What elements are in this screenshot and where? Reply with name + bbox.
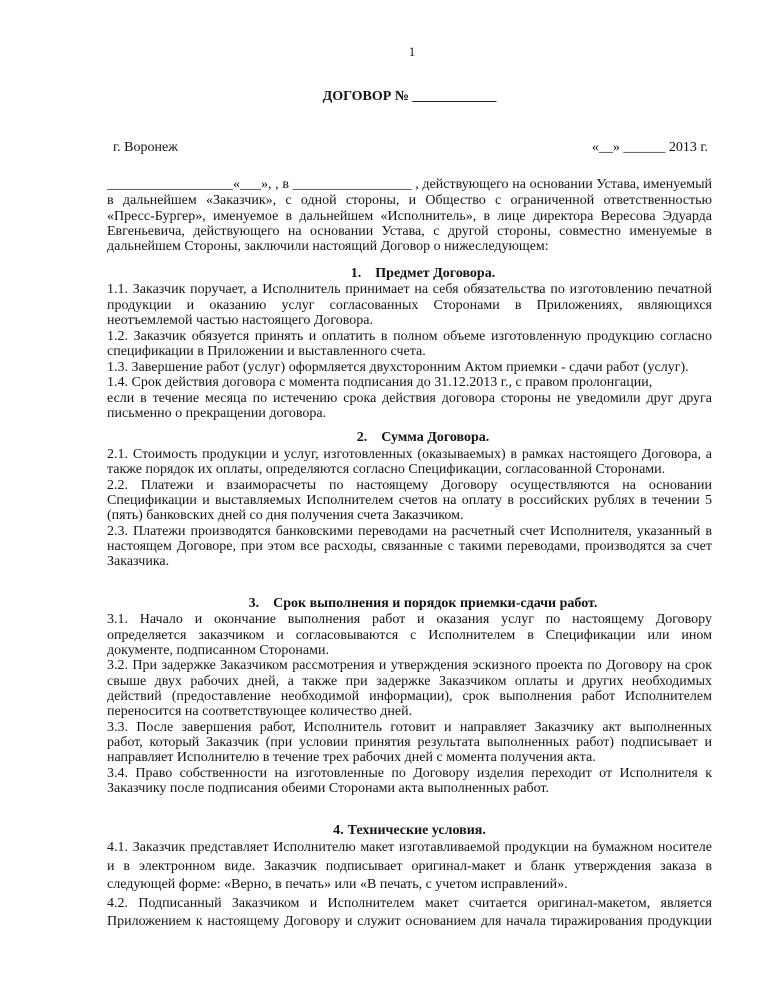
clause-line: продукции и оказанию услуг согласованных Сторонами в Приложениях, являющихся [107, 298, 712, 313]
section-heading [107, 823, 712, 839]
clause-line: 4.1. Заказчик представляет Исполнителю макет изготавливаемой продукции на бумажном носителе [107, 840, 712, 855]
clause-line: и в электронном виде. Заказчик подписывает оригинал-макет и бланк утверждения заказа в [107, 859, 712, 874]
clause-line: переносится на соответствующее количество дней. [107, 704, 413, 719]
section-number: 1. [350, 266, 362, 281]
clause-line: 3.4. Право собственности на изготовленные по Договору изделия переходит от Исполнителя к [107, 766, 712, 781]
clause-line: определяется заказчиком и согласовываются с Исполнителем в Спецификации или ином [107, 628, 712, 643]
section-number: 2. [356, 430, 368, 445]
clause-line: Спецификации и выставляемых Исполнителем счетов на оплату в российских рублях в течении 5 [107, 493, 712, 508]
clause-line: письменно о прекращении договора. [107, 406, 327, 421]
section-title: Срок выполнения и порядок приемки-сдачи работ. [273, 596, 598, 611]
clause-line: работ, который Заказчик (при условии принятия результата выполненных работ) подписывает и [107, 735, 712, 750]
contract-title: ДОГОВОР № ____________ [322, 89, 497, 104]
page-number: 1 [408, 44, 416, 59]
clause-line: направляет Исполнителю в течение трех рабочих дней с момента получения акта. [107, 750, 596, 765]
preamble-line: __________________«___», , в _________________ , действующего на основании Устава, именуемый [107, 177, 712, 192]
clause-line: настоящем Договоре, при этом все расходы, связанные с такими переводами, производятся за счет [107, 539, 712, 554]
clause-line: спецификации в Приложении и выставленного счета. [107, 344, 426, 359]
clause-line: документе, подписанном Сторонами. [107, 643, 329, 658]
clause-line: если в течение месяца по истечению срока действия договора стороны не уведомили друг друга [107, 391, 712, 406]
clause-line: Заказчику после подписания обеими Сторонами акта выполненных работ. [107, 781, 549, 796]
contract-date: «__» ______ 2013 г. [591, 140, 708, 155]
section-number: 3. [248, 596, 260, 611]
section-heading [133, 266, 713, 282]
clause-line: неотъемлемой частью настоящего Договора. [107, 313, 374, 328]
clause-line: 3.2. При задержке Заказчиком рассмотрения и утверждения эскизного проекта по Договору на срок [107, 658, 712, 673]
clause-line: 4.2. Подписанный Заказчиком и Исполнителем макет считается оригинал-макетом, является [107, 896, 712, 911]
section-title: Технические условия. [347, 823, 486, 838]
clause-line: 1.3. Завершение работ (услуг) оформляется двухсторонним Актом приемки - сдачи работ (услуг). [107, 360, 689, 375]
preamble-line: дальнейшем Стороны, заключили настоящий Договор о нижеследующем: [107, 239, 549, 254]
clause-line: 3.3. После завершения работ, Исполнитель готовит и направляет Заказчику акт выполненных [107, 720, 712, 735]
section-heading [133, 430, 713, 446]
clause-line: также порядок их оплаты, определяются согласно Спецификации, согласованной Сторонами. [107, 462, 666, 477]
section-title: Предмет Договора. [375, 266, 496, 281]
clause-line: (пять) банковских дней со дня получения счета Заказчиком. [107, 508, 464, 523]
section-number: 4. [333, 823, 344, 838]
clause-line: свыше двух рабочих дней, а также при задержке Заказчиком оплаты и других необходимых [107, 674, 712, 689]
clause-line: следующей форме: «Верно, в печать» или «В печать, с учетом исправлений». [107, 877, 568, 892]
section-title: Сумма Договора. [381, 430, 490, 445]
preamble-line: Евгеньевича, действующего на основании Устава, с другой стороны, совместно именуемые в [107, 224, 712, 239]
clause-line: 1.4. Срок действия договора с момента подписания до 31.12.2013 г., с правом пролонгации, [107, 375, 653, 390]
clause-line: 3.1. Начало и окончание выполнения работ и оказания услуг по настоящему Договору [107, 612, 712, 627]
city: г. Воронеж [113, 140, 178, 155]
preamble-line: в дальнейшем «Заказчик», с одной стороны, и Общество с ограниченной ответственностью [107, 193, 712, 208]
clause-line: 1.2. Заказчик обязуется принять и оплатить в полном объеме изготовленную продукцию согласно [107, 329, 712, 344]
clause-line: 1.1. Заказчик поручает, а Исполнитель принимает на себя обязательства по изготовлению печатной [107, 282, 712, 297]
preamble-line: «Пресс-Бургер», именуемое в дальнейшем «Исполнитель», в лице директора Вересова Эдуарда [107, 209, 712, 224]
section-heading [133, 596, 713, 612]
clause-line: 2.1. Стоимость продукции и услуг, изготовленных (оказываемых) в рамках настоящего Договора, а [107, 447, 712, 462]
clause-line: Заказчика. [107, 554, 170, 569]
clause-line: действий (предоставление необходимой информации), срок выполнения работ Исполнителем [107, 689, 712, 704]
clause-line: Приложением к настоящему Договору и служит основанием для начала тиражирования продукции [107, 914, 712, 929]
clause-line: 2.2. Платежи и взаиморасчеты по настоящему Договору осуществляются на основании [107, 478, 712, 493]
clause-line: 2.3. Платежи производятся банковскими переводами на расчетный счет Исполнителя, указанный в [107, 524, 712, 539]
